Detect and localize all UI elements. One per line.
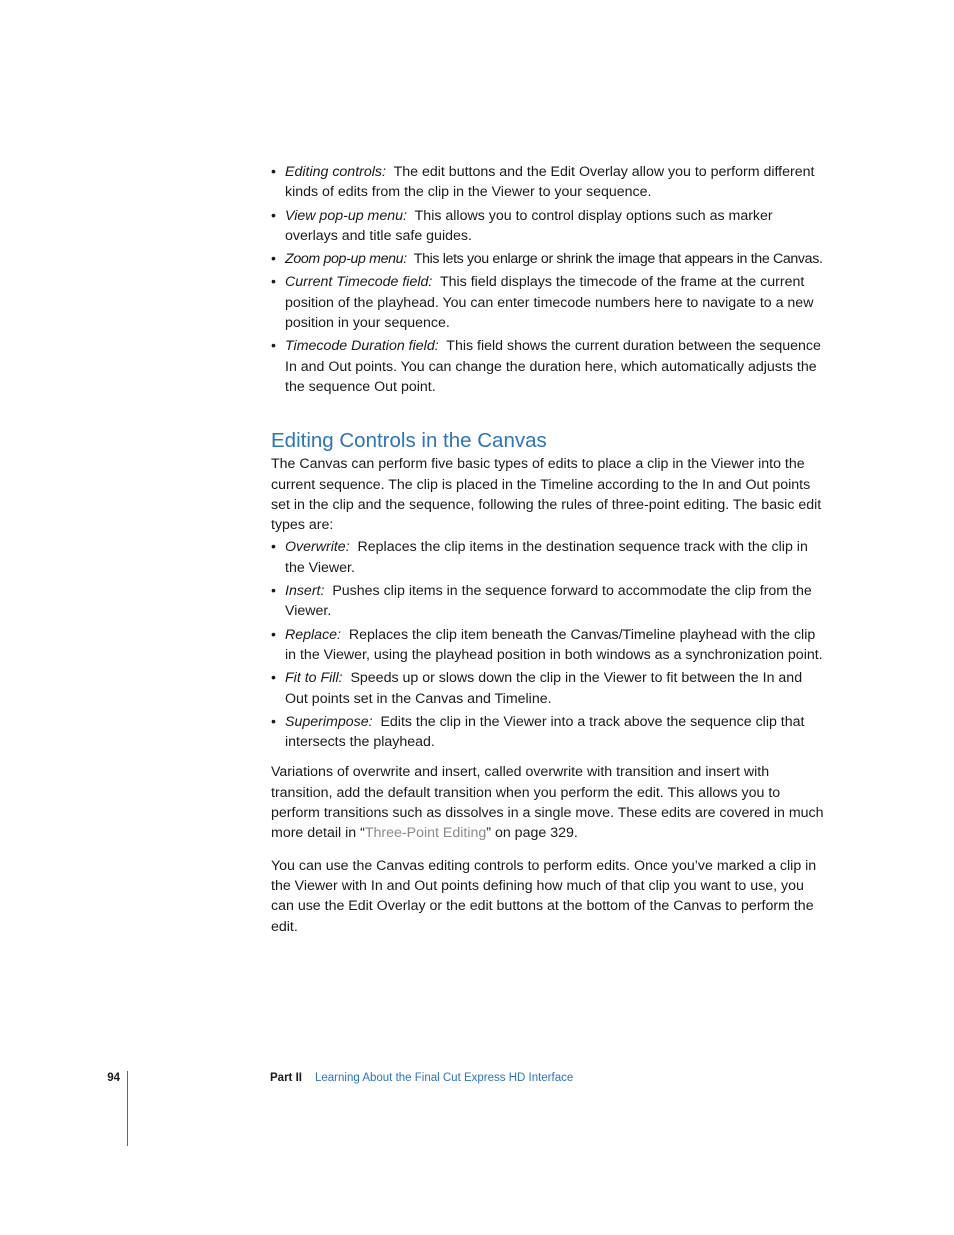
page-number: 94: [107, 1072, 120, 1084]
canvas-controls-list: [271, 162, 827, 397]
term-description: This field displays the timecode of the frame at the current position of the playhead. You can enter timecode numbers here to navigate to a new position in your sequence.: [285, 274, 814, 332]
footer-part-label: Part II: [270, 1072, 302, 1084]
list-item: [271, 581, 827, 622]
edit-types-list: [271, 537, 827, 752]
term-label: Editing controls:: [285, 164, 386, 180]
bullet-icon: •: [271, 274, 276, 291]
list-item: [271, 272, 827, 333]
term-description: Pushes clip items in the sequence forward to accommodate the clip from the Viewer.: [285, 583, 812, 620]
page-content: [271, 162, 827, 937]
bullet-icon: •: [271, 338, 276, 355]
variations-text: Variations of overwrite and insert, called overwrite with transition and insert with transition, add the default transition when you perform the edit. This allows you to perform transitions such as dissolves in a single move. These edits are covered in much more detail in “: [271, 764, 824, 842]
variations-page-ref: ” on page 329.: [486, 825, 578, 842]
bullet-icon: •: [271, 164, 276, 180]
term-label: Current Timecode field:: [285, 274, 433, 291]
footer-divider: [127, 1071, 128, 1146]
term-label: Superimpose:: [285, 713, 373, 730]
footer-part-title: Learning About the Final Cut Express HD Interface: [315, 1072, 574, 1084]
bullet-icon: •: [271, 251, 276, 268]
section-heading: Editing Controls in the Canvas: [271, 429, 547, 453]
term-description: This lets you enlarge or shrink the image that appears in the Canvas.: [413, 251, 823, 268]
bullet-icon: •: [271, 626, 276, 643]
term-description: Speeds up or slows down the clip in the Viewer to fit between the In and Out points set in the Canvas and Timeline.: [285, 670, 803, 707]
term-description: The edit buttons and the Edit Overlay allow you to perform different kinds of edits from the clip in the Viewer to your sequence.: [285, 164, 815, 201]
term-label: Replace:: [285, 626, 341, 643]
bullet-icon: •: [271, 539, 276, 556]
list-item: [271, 625, 827, 666]
list-item: [271, 162, 827, 203]
three-point-editing-link[interactable]: Three-Point Editing: [364, 825, 487, 842]
list-item: [271, 668, 827, 709]
list-item: [271, 537, 827, 578]
section-intro: The Canvas can perform five basic types of edits to place a clip in the Viewer into the current sequence. The clip is placed in the Timeline according to the In and Out points set in the clip and the sequence, following the rules of three-point editing. The basic edit types are:: [271, 456, 822, 534]
bullet-icon: •: [271, 583, 276, 600]
term-description: Edits the clip in the Viewer into a track above the sequence clip that intersects the playhead.: [285, 713, 805, 751]
bullet-icon: •: [271, 713, 276, 730]
variations-paragraph: [271, 762, 827, 843]
term-description: This allows you to control display options such as marker overlays and title safe guides.: [285, 207, 773, 244]
term-description: Replaces the clip items in the destination sequence track with the clip in the Viewer.: [285, 539, 808, 576]
term-label: Timecode Duration field:: [285, 338, 439, 355]
term-label: Zoom pop-up menu:: [285, 251, 407, 268]
term-description: Replaces the clip item beneath the Canvas/Timeline playhead with the clip in the Viewer, using the playhead position in both windows as a synchronization point.: [285, 626, 823, 663]
term-description: This field shows the current duration between the sequence In and Out points. You can change the duration here, which automatically adjusts the the sequence Out point.: [285, 338, 821, 395]
bullet-icon: •: [271, 670, 276, 687]
list-item: [271, 712, 827, 753]
term-label: Fit to Fill:: [285, 670, 343, 687]
list-item: [271, 206, 827, 247]
list-item: [271, 336, 827, 397]
term-label: View pop-up menu:: [285, 207, 407, 224]
bullet-icon: •: [271, 207, 276, 224]
list-item: [271, 249, 827, 269]
term-label: Overwrite:: [285, 539, 350, 556]
canvas-editing-paragraph: You can use the Canvas editing controls to perform edits. Once you’ve marked a clip in the Viewer with In and Out points defining how much of that clip you want to use, you can use the Edit Overlay or the edit buttons at the bottom of the Canvas to perform the edit.: [271, 857, 817, 935]
term-label: Insert:: [285, 583, 325, 600]
